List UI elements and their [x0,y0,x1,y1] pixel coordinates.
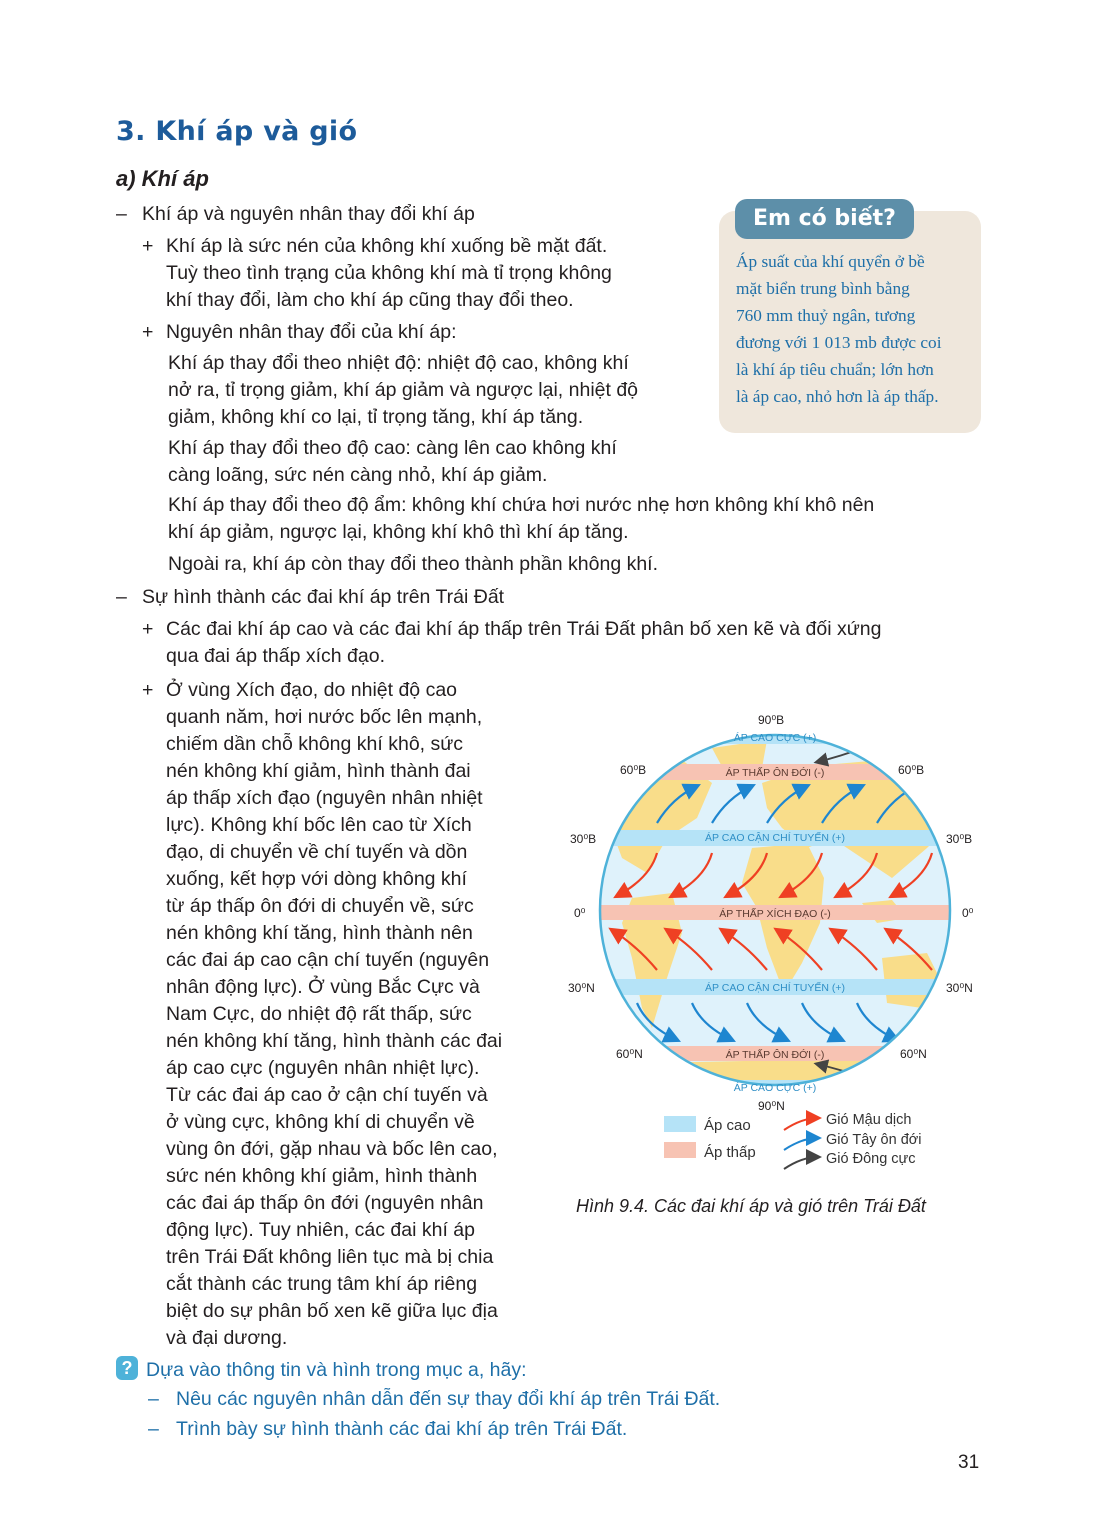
belt-label: ÁP THẤP XÍCH ĐẠO (-) [719,908,831,920]
latitude-label: 30⁰B [946,832,973,846]
pressure-belt-globe-figure [562,708,992,1178]
paragraph-line: Ở vùng Xích đạo, do nhiệt độ cao [166,679,458,701]
latitude-label: 60⁰N [900,1047,927,1061]
legend-westerly-arrow [784,1138,818,1150]
section-title: 3. Khí áp và gió [116,116,358,147]
question-icon: ? [116,1356,138,1380]
bullet-heading-2: Sự hình thành các đai khí áp trên Trái Đất [142,586,505,608]
page-number: 31 [958,1452,980,1473]
paragraph-line: áp thấp xích đạo (nguyên nhân nhiệt [166,787,483,809]
paragraph-line: cắt thành các trung tâm khí áp riêng [166,1273,478,1295]
belt-distribution-text: Các đai khí áp cao và các đai khí áp thấp trên Trái Đất phân bố xen kẽ và đối xứng qua đai áp thấp xích đạo. [166,618,882,667]
plus-marker: + [142,321,154,343]
latitude-label: 0⁰ [574,906,586,920]
belt-label: ÁP CAO CẬN CHÍ TUYẾN (+) [705,982,845,994]
paragraph-line: quanh năm, hơi nước bốc lên mạnh, [166,706,483,728]
paragraph-line: nén không khí tăng, hình thành các đai [166,1030,503,1052]
paragraph-line: biệt do sự phân bố xen kẽ giữa lục địa [166,1300,498,1322]
paragraph-line: đạo, di chuyển về chí tuyến và dồn [166,841,468,863]
dash-marker: – [148,1418,159,1440]
bullet-heading-1: Khí áp và nguyên nhân thay đổi khí áp [142,203,475,225]
causes-heading: Nguyên nhân thay đổi của khí áp: [166,321,457,343]
latitude-label: 60⁰N [616,1047,643,1061]
cause-other: Ngoài ra, khí áp còn thay đổi theo thành phần không khí. [168,553,659,575]
belt-label: ÁP CAO CỰC (+) [733,732,817,744]
cause-temperature: Khí áp thay đổi theo nhiệt độ: nhiệt độ cao, không khí nở ra, tỉ trọng giảm, khí áp giảm và ngược lại, nhiệt độ giảm, không khí co lại, tỉ trọng tăng, khí áp tăng. [168,352,639,428]
latitude-label: 60⁰B [898,763,925,777]
subsection-title: a) Khí áp [116,166,209,191]
belt-label: ÁP CAO CỰC (+) [733,1082,817,1094]
paragraph-line: vùng ôn đới, gặp nhau và bốc lên cao, [166,1138,498,1160]
cause-humidity: Khí áp thay đổi theo độ ẩm: không khí chứa hơi nước nhẹ hơn không khí khô nên khí áp giảm, ngược lại, không khí khô thì khí áp tăng. [168,494,875,543]
paragraph-line: sức nén không khí giảm, hình thành [166,1165,478,1187]
belt-label: ÁP THẤP ÔN ĐỚI (-) [725,767,825,779]
question-item: Trình bày sự hình thành các đai khí áp trên Trái Đất. [176,1418,628,1440]
legend-low-swatch [664,1142,696,1158]
dash-marker: – [148,1388,159,1410]
dash-marker: – [116,586,127,608]
legend-easterly-arrow [784,1157,818,1169]
paragraph-line: và đại dương. [166,1327,288,1349]
legend-westerly-label: Gió Tây ôn đới [826,1132,922,1148]
cause-altitude: Khí áp thay đổi theo độ cao: càng lên cao không khí càng loãng, sức nén càng nhỏ, khí áp giảm. [168,437,617,486]
legend-trade-arrow [784,1118,818,1130]
paragraph-line: chiếm dần chỗ không khí khô, sức [166,733,464,755]
paragraph-line: các đai áp cao cận chí tuyến (nguyên [166,949,490,971]
latitude-label: 30⁰N [568,981,595,995]
paragraph-line: áp cao cực (nguyên nhân nhiệt lực). [166,1057,480,1079]
belt-label: ÁP THẤP ÔN ĐỚI (-) [725,1049,825,1061]
legend-high-label: Áp cao [704,1117,751,1134]
latitude-label: 0⁰ [962,906,974,920]
legend-high-swatch [664,1116,696,1132]
paragraph-line: các đai áp thấp ôn đới (nguyên nhân [166,1192,484,1214]
legend-trade-label: Gió Mậu dịch [826,1112,912,1128]
paragraph-line: ở vùng cực, không khí di chuyển về [166,1111,475,1133]
dash-marker: – [116,203,127,225]
paragraph-line: lực). Không khí bốc lên cao từ Xích [166,814,472,836]
plus-marker: + [142,618,154,640]
latitude-label: 30⁰B [570,832,597,846]
paragraph-line: trên Trái Đất không liên tục mà bị chia [166,1246,494,1268]
legend-low-label: Áp thấp [704,1144,756,1161]
figure-caption: Hình 9.4. Các đai khí áp và gió trên Trái Đất [576,1196,926,1216]
paragraph-line: Nam Cực, do nhiệt độ rất thấp, sức [166,1003,472,1025]
paragraph-line: từ áp thấp ôn đới di chuyển về, sức [166,895,474,917]
info-box-title: Em có biết? [735,199,914,239]
latitude-label: 60⁰B [620,763,647,777]
plus-marker: + [142,235,154,257]
belt-formation-text [166,677,536,1352]
paragraph-line: động lực). Tuy nhiên, các đai khí áp [166,1219,475,1241]
paragraph-line: nén không khí giảm, hình thành đai [166,760,471,782]
definition-text: Khí áp là sức nén của không khí xuống bề mặt đất. Tuỳ theo tình trạng của không khí mà tỉ trọng không khí thay đổi, làm cho khí áp cũng thay đổi theo. [166,235,612,311]
question-intro: Dựa vào thông tin và hình trong mục a, hãy: [146,1359,527,1381]
paragraph-line: nén không khí tăng, hình thành nên [166,922,473,944]
plus-marker: + [142,679,154,701]
latitude-label: 90⁰N [758,1099,785,1113]
info-box-text: Áp suất của khí quyển ở bề mặt biển trung bình bằng 760 mm thuỷ ngân, tương đương với 1 013 mb được coi là khí áp tiêu chuẩn; lớn hơn là áp cao, nhỏ hơn là áp thấp. [736,252,942,406]
belt-label: ÁP CAO CẬN CHÍ TUYẾN (+) [705,832,845,844]
latitude-label: 90⁰B [758,713,785,727]
latitude-label: 30⁰N [946,981,973,995]
paragraph-line: Từ các đai áp cao ở cận chí tuyến và [166,1084,488,1106]
legend-easterly-label: Gió Đông cực [826,1151,916,1167]
question-item: Nêu các nguyên nhân dẫn đến sự thay đổi khí áp trên Trái Đất. [176,1388,721,1410]
paragraph-line: nhân động lực). Ở vùng Bắc Cực và [166,976,480,998]
paragraph-line: xuống, kết hợp với dòng không khí [166,868,467,890]
